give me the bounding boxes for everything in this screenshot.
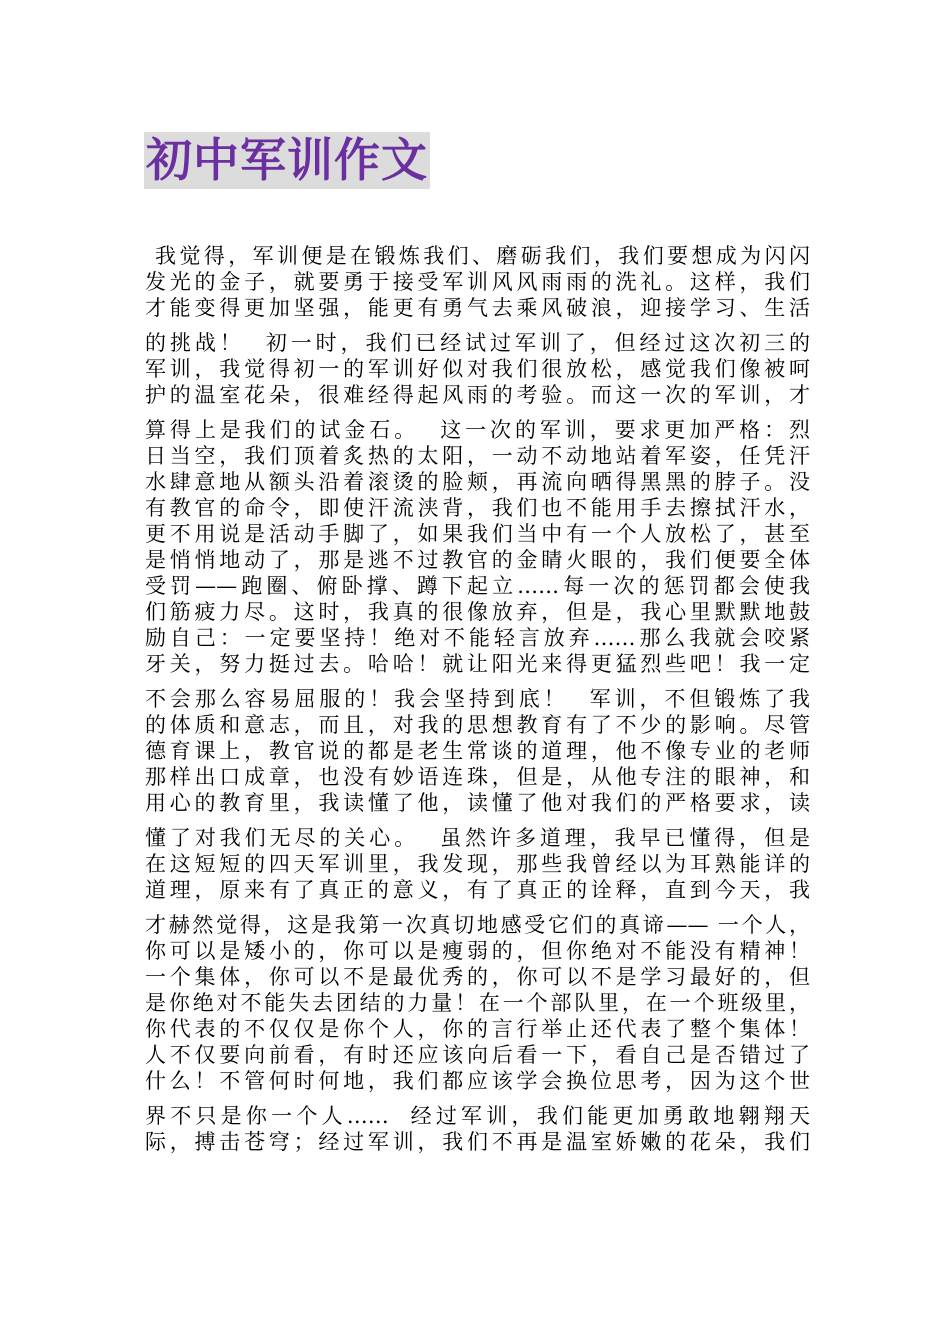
text-line: 用心的教育里，我读懂了他，读懂了他对我们的严格要求，读 — [145, 791, 810, 815]
text-line: 什么！不管何时何地，我们都应该学会换位思考，因为这个世 — [145, 1069, 810, 1093]
text-line: 有教官的命令，即使汗流浃背，我们也不能用手去擦拭汗水， — [145, 496, 810, 520]
text-line: 是悄悄地动了，那是逃不过教官的金睛火眼的，我们便要全体 — [145, 548, 810, 572]
text-line: 际，搏击苍穹；经过军训，我们不再是温室娇嫩的花朵，我们 — [145, 1130, 810, 1154]
text-line: 军训，我觉得初一的军训好似对我们很放松，感觉我们像被呵 — [145, 357, 810, 381]
text-line: 道理，原来有了真正的意义，有了真正的诠释，直到今天，我 — [145, 878, 810, 902]
text-line: 你可以是矮小的，你可以是瘦弱的，但你绝对不能没有精神！ — [145, 939, 810, 963]
text-line: 护的温室花朵，很难经得起风雨的考验。而这一次的军训，才 — [145, 383, 810, 407]
text-line: 们筋疲力尽。这时，我真的很像放弃，但是，我心里默默地鼓 — [145, 600, 810, 624]
text-line: 发光的金子，就要勇于接受军训风风雨雨的洗礼。这样，我们 — [145, 270, 810, 294]
text-line: 那样出口成章，也没有妙语连珠，但是，从他专注的眼神，和 — [145, 765, 810, 789]
text-line: 的挑战！ 初一时，我们已经试过军训了，但经过这次初三的 — [145, 331, 810, 355]
text-line: 不会那么容易屈服的！我会坚持到底！ 军训，不但锻炼了我 — [145, 687, 810, 711]
text-line: 我觉得，军训便是在锻炼我们、磨砺我们，我们要想成为闪闪 — [145, 244, 810, 268]
text-line: 一个集体，你可以不是最优秀的，你可以不是学习最好的，但 — [145, 965, 810, 989]
text-line: 才赫然觉得，这是我第一次真切地感受它们的真谛—— 一个人， — [145, 913, 810, 937]
text-line: 牙关，努力挺过去。哈哈！就让阳光来得更猛烈些吧！我一定 — [145, 652, 810, 676]
text-line: 水肆意地从额头沿着滚烫的脸颊，再流向晒得黑黑的脖子。没 — [145, 470, 810, 494]
essay-body — [145, 243, 810, 1155]
text-line: 界不只是你一个人…… 经过军训，我们能更加勇敢地翱翔天 — [145, 1104, 810, 1128]
text-line: 懂了对我们无尽的关心。 虽然许多道理，我早已懂得，但是 — [145, 826, 810, 850]
text-line: 励自己：一定要坚持！绝对不能轻言放弃……那么我就会咬紧 — [145, 626, 810, 650]
text-line: 日当空，我们顶着炙热的太阳，一动不动地站着军姿，任凭汗 — [145, 444, 810, 468]
text-line: 受罚——跑圈、俯卧撑、蹲下起立……每一次的惩罚都会使我 — [145, 574, 810, 598]
text-line: 的体质和意志，而且，对我的思想教育有了不少的影响。尽管 — [145, 713, 810, 737]
text-line: 算得上是我们的试金石。 这一次的军训，要求更加严格：烈 — [145, 418, 810, 442]
text-line: 才能变得更加坚强，能更有勇气去乘风破浪，迎接学习、生活 — [145, 296, 810, 320]
text-line: 是你绝对不能失去团结的力量！在一个部队里，在一个班级里， — [145, 991, 810, 1015]
text-line: 在这短短的四天军训里，我发现，那些我曾经以为耳熟能详的 — [145, 852, 810, 876]
document-title: 初中军训作文 — [146, 133, 428, 187]
text-line: 你代表的不仅仅是你个人，你的言行举止还代表了整个集体！ — [145, 1017, 810, 1041]
text-line: 更不用说是活动手脚了，如果我们当中有一个人放松了，甚至 — [145, 522, 810, 546]
text-line: 人不仅要向前看，有时还应该向后看一下，看自己是否错过了 — [145, 1043, 810, 1067]
text-line: 德育课上，教官说的都是老生常谈的道理，他不像专业的老师 — [145, 739, 810, 763]
